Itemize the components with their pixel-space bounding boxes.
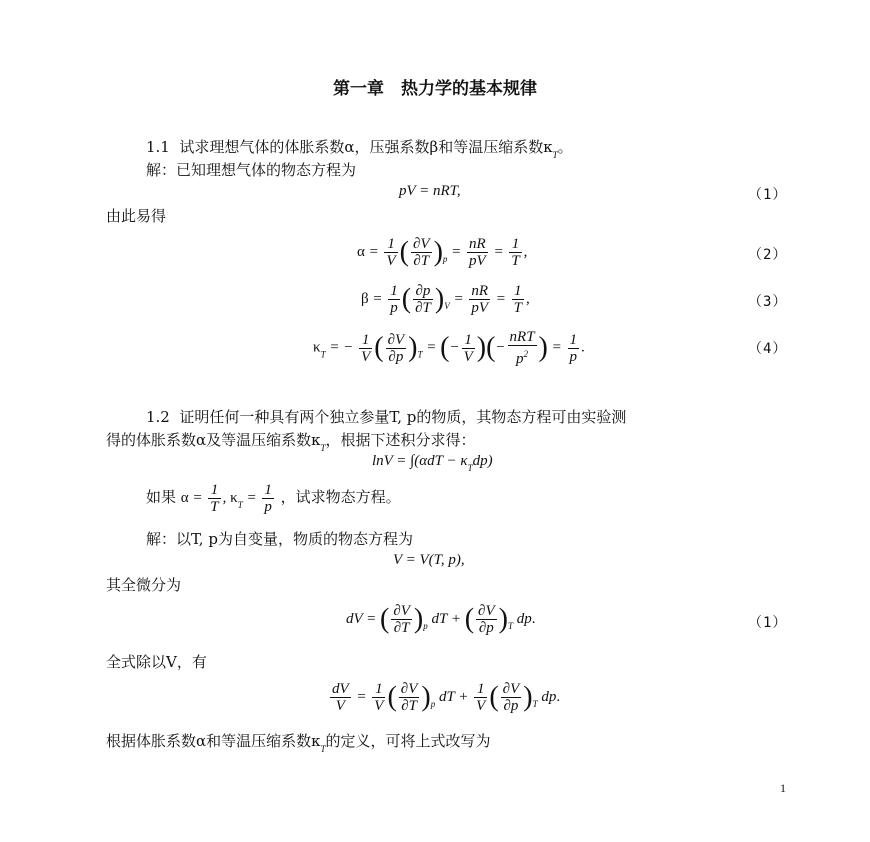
if-prefix: 如果 <box>146 487 177 506</box>
eq-integral <box>372 453 493 473</box>
eq-kappa: $\kappa_T$ = − $\frac{1}{V}$ ( $\frac{\partial V}{\partial p}$ )$_T$ = (− $\frac{1}{V}$ )(− $\frac{\text{nRT}}{p^2}$ ) = $\frac{1}{p}$ . <box>313 329 585 367</box>
total-diff-text: 其全微分为 <box>106 576 182 594</box>
problem-1-solution-intro: 解：已知理想气体的物态方程为 <box>146 161 357 179</box>
then-text: 由此易得 <box>106 207 167 225</box>
eq-alpha: α = $\frac{1}{V}$ ( $\frac{\partial V}{\partial T}$ )$_p$ = $\frac{nR}{pV}$ = $\frac{1}{T}$ , <box>357 236 528 269</box>
integral-sub: T <box>467 463 473 473</box>
eq-number-1: （1） <box>748 187 788 203</box>
eq-beta: β = $\frac{1}{p}$ ( $\frac{\partial p}{\partial T}$ )$_V$ = $\frac{nR}{pV}$ = $\frac{1}{T}$ , <box>361 283 530 316</box>
problem-2-line-1 <box>146 407 626 427</box>
final-text-sub: T <box>320 744 326 754</box>
page-number: 1 <box>780 781 786 795</box>
divide-text: 全式除以V，有 <box>106 653 207 671</box>
problem-1-number: 1.1 <box>146 138 170 156</box>
eq-number-3: （3） <box>748 294 788 310</box>
problem-2-solution-intro: 解：以T, p为自变量，物质的物态方程为 <box>146 530 413 548</box>
eq-number-2: （2） <box>748 247 788 263</box>
eq-total-differential: dV = ( $\frac{\partial V}{\partial T}$ )$_p$ dT + ( $\frac{\partial V}{\partial p}$ )$_T$ dp. <box>346 603 536 636</box>
eq-divided: $\frac{dV}{V}$ = $\frac{1}{V}$ ( $\frac{\partial V}{\partial T}$ )$_p$ dT + $\frac{1}{V}$ ( $\frac{\partial V}{\partial p}$ )$_T$ dp. <box>332 681 561 714</box>
final-text-main: 根据体胀系数α和等温压缩系数κ <box>106 732 321 750</box>
eq-number-4: （4） <box>748 341 788 357</box>
problem-1-text: 试求理想气体的体胀系数α，压强系数β和等温压缩系数κ <box>179 138 553 156</box>
eq-number-2-1: （1） <box>748 615 788 631</box>
eq-ideal-gas: pV = nRT, <box>399 183 461 199</box>
problem-2-kappa-sub: T <box>320 443 326 453</box>
given-conditions: 如果 α = $\frac{1}{T}$ , $\kappa_T$ = $\frac{1}{p}$ ，试求物态方程。 <box>146 482 401 515</box>
eq-state-function: V = V(T, p), <box>393 552 465 568</box>
integral-end: dp) <box>472 453 493 469</box>
final-text <box>106 731 491 759</box>
final-text-end: 的定义，可将上式改写为 <box>325 732 491 750</box>
problem-2-number: 1.2 <box>146 408 170 426</box>
problem-1-kappa-sub: T <box>552 150 558 160</box>
problem-2-text-1: 证明任何一种具有两个独立参量T, p的物质，其物态方程可由实验测 <box>179 408 627 426</box>
problem-1-end: 。 <box>557 138 573 156</box>
if-suffix: ，试求物态方程。 <box>280 487 401 506</box>
integral-text: lnV = ∫(αdT − κ <box>372 453 468 469</box>
problem-2-text-2-end: ，根据下述积分求得： <box>325 431 476 449</box>
problem-2-text-2: 得的体胀系数α及等温压缩系数κ <box>106 431 321 449</box>
page-title: 第一章 热力学的基本规律 <box>333 79 537 99</box>
